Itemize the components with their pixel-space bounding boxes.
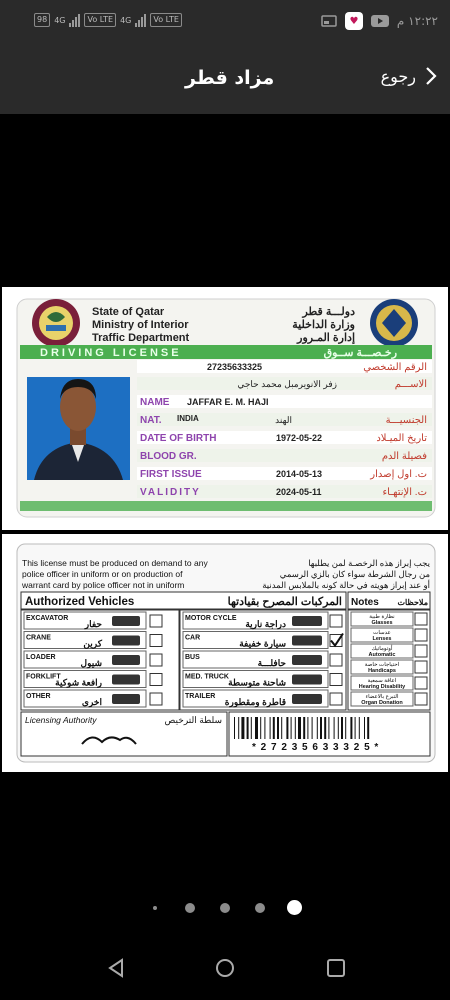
first-issue-value: 2014-05-13: [276, 469, 323, 479]
barcode-bar: [291, 717, 292, 739]
app-notification-icon: ♥: [345, 12, 363, 30]
vehicle-label-ar: حفار: [84, 619, 102, 629]
note-checkbox: [415, 629, 427, 641]
barcode-bar: [295, 717, 296, 739]
barcode-bar: [241, 717, 244, 739]
barcode-bar: [281, 717, 282, 739]
vehicle-label-en: FORKLIFT: [26, 673, 61, 681]
note-label-ar: التبرع بالاعضاء: [365, 694, 399, 700]
note-label-en: Hearing Disability: [358, 684, 406, 690]
license-front: [2, 287, 448, 530]
vehicle-label-en: TRAILER: [185, 693, 216, 700]
vehicle-checkbox: [330, 615, 342, 627]
youtube-icon: [371, 15, 389, 27]
vehicle-icon: [292, 616, 322, 626]
barcode-bar: [298, 717, 301, 739]
vehicle-checkbox: [150, 635, 162, 647]
barcode-bar: [238, 717, 239, 739]
barcode-bar: [320, 717, 322, 739]
state-ar: دولـــة قطر: [302, 306, 355, 318]
vehicle-checkbox: [330, 674, 342, 686]
note-checkbox: [415, 693, 427, 705]
notice-ar-3: أو عند إبراز هويته في حالة كونه بالملابس المدنية: [262, 580, 430, 590]
vehicle-label-ar: كرين: [83, 638, 102, 649]
vehicle-label-en: CRANE: [26, 634, 51, 642]
barcode-bar: [312, 717, 313, 739]
vehicle-label-en: EXCAVATOR: [26, 615, 69, 622]
note-checkbox: [415, 613, 427, 625]
vehicle-label-en: BUS: [185, 654, 200, 661]
gcc-emblem-icon: [370, 299, 418, 347]
recents-nav-icon[interactable]: [326, 958, 346, 978]
note-checkbox: [415, 645, 427, 657]
dob-label-ar: تاريخ الميـلاد: [376, 433, 427, 444]
vehicle-icon: [292, 636, 322, 646]
barcode-bar: [270, 717, 271, 739]
note-label-ar: اعاقة سمعية: [367, 678, 397, 684]
vehicle-checkbox: [150, 693, 162, 705]
notice-ar-1: يجب إبراز هذه الرخصـة لمن يطلبها: [308, 558, 430, 568]
signal-icon: [135, 13, 146, 27]
note-label-ar: احتياجات خاصة: [364, 662, 400, 668]
nat-value: INDIA: [177, 414, 199, 423]
vehicle-label-ar: اخرى: [81, 697, 102, 707]
holder-photo: [27, 377, 130, 480]
barcode-bar: [334, 717, 335, 739]
licensing-ar: سلطة الترخيص: [164, 715, 222, 725]
vehicle-label-en: LOADER: [26, 654, 56, 661]
note-label-en: Automatic: [368, 652, 396, 658]
barcode-bar: [260, 717, 261, 739]
vehicle-label-ar: سيارة خفيفة: [239, 638, 286, 649]
vehicle-checkbox: [150, 674, 162, 686]
status-right: [321, 12, 438, 30]
vehicle-label-ar: شيول: [80, 658, 102, 668]
barcode-bar: [255, 717, 258, 739]
blood-label: BLOOD GR.: [140, 451, 197, 462]
blood-label-ar: فصيلة الدم: [381, 451, 427, 462]
barcode-bar: [251, 717, 252, 739]
barcode-bar: [247, 717, 249, 739]
pager-dot-active[interactable]: [287, 900, 302, 915]
system-nav-bar: [0, 940, 450, 1000]
barcode-bar: [277, 717, 279, 739]
app-header: [0, 42, 450, 114]
vehicle-icon: [112, 616, 140, 626]
vehicle-label-ar: رافعة شوكية: [55, 677, 102, 688]
ministry-en: Ministry of Interior: [92, 319, 189, 331]
barcode-bar: [367, 717, 369, 739]
notice-ar-2: من رجال الشرطة سواء كان بالزي الرسمي: [279, 569, 430, 579]
vehicle-icon: [112, 694, 140, 704]
license-title-en: DRIVING LICENSE: [40, 347, 182, 359]
vehicle-icon: [112, 655, 140, 665]
network-type-1: 4G: [54, 15, 66, 25]
license-back: [2, 534, 448, 772]
battery-indicator: 98: [34, 13, 50, 27]
vehicle-label-en: MED. TRUCK: [185, 673, 229, 681]
barcode-bar: [341, 717, 343, 739]
back-label: رجوع: [380, 66, 416, 86]
personal-no-label-ar: الرقم الشخصي: [363, 362, 427, 373]
barcode-bar: [355, 717, 356, 739]
state-en: State of Qatar: [92, 306, 165, 318]
vehicle-icon: [292, 655, 322, 665]
authorized-en: Authorized Vehicles: [25, 596, 135, 608]
vehicle-label-ar: دراجة نارية: [245, 619, 286, 629]
note-label-en: Lenses: [372, 636, 392, 642]
vehicle-checkbox: [330, 693, 342, 705]
first-issue-label: FIRST ISSUE: [140, 469, 202, 480]
vehicle-checkbox: [150, 615, 162, 627]
note-label-en: Handicaps: [368, 668, 396, 674]
vehicle-label-en: CAR: [185, 634, 201, 642]
qatar-emblem-icon: [32, 299, 80, 347]
personal-no: 27235633325: [207, 362, 263, 372]
notice-en-2: police officer in uniform or on production of: [22, 569, 183, 579]
name-value: JAFFAR E. M. HAJI: [187, 397, 269, 407]
note-label-ar: أوتوماتيك: [371, 646, 393, 652]
signal-icon: [69, 13, 80, 27]
barcode-bar: [359, 717, 360, 739]
barcode-bar: [350, 717, 352, 739]
barcode-bar: [303, 717, 305, 739]
license-front-image[interactable]: [2, 287, 448, 530]
barcode-bar: [345, 717, 346, 739]
barcode-bar: [338, 717, 339, 739]
notice-en-1: This license must be produced on demand to any: [22, 558, 208, 568]
chevron-right-icon: [424, 66, 438, 86]
first-issue-label-ar: ت. اول إصدار: [370, 469, 427, 480]
dept-en: Traffic Department: [92, 332, 190, 344]
dob-value: 1972-05-22: [276, 433, 323, 443]
authorized-ar: المركبات المصرح بقيادتها: [227, 596, 342, 608]
barcode-bar: [364, 717, 365, 739]
note-label-en: Organ Donation: [361, 700, 403, 706]
barcode-bar: [234, 717, 235, 739]
pager-dot[interactable]: [185, 903, 195, 913]
note-label-ar: نظارة طبية: [369, 614, 395, 620]
ministry-ar: وزارة الداخلية: [292, 319, 355, 331]
volte-badge-1: Vo LTE: [84, 13, 116, 27]
barcode-bar: [307, 717, 308, 739]
barcode-bar: [324, 717, 326, 739]
vehicle-icon: [292, 675, 322, 685]
vehicle-label-en: OTHER: [26, 693, 51, 700]
name-ar: زفر الانويرمبل محمد حاجي: [237, 379, 337, 389]
pager-dot[interactable]: [220, 903, 230, 913]
barcode-bar: [328, 717, 329, 739]
vehicle-label-en: MOTOR CYCLE: [185, 615, 237, 622]
barcode-bar: [286, 717, 288, 739]
pager-dot[interactable]: [153, 906, 157, 910]
nat-label: NAT.: [140, 415, 162, 426]
vehicle-icon: [292, 694, 322, 704]
status-bar: [0, 0, 450, 42]
volte-badge-2: Vo LTE: [150, 13, 182, 27]
name-label-ar: الاســـم: [394, 379, 427, 390]
vehicle-icon: [112, 675, 140, 685]
home-nav-icon[interactable]: [215, 958, 235, 978]
status-left: [34, 13, 182, 27]
validity-value: 2024-05-11: [276, 487, 322, 497]
vehicle-checkbox: [330, 654, 342, 666]
barcode-bar: [317, 717, 318, 739]
name-label: NAME: [140, 397, 170, 408]
license-title-ar: رخـصـــة ســوق: [323, 347, 397, 359]
note-checkbox: [415, 677, 427, 689]
note-label-en: Glasses: [371, 620, 393, 626]
network-type-2: 4G: [120, 15, 132, 25]
dept-ar: إدارة المـرور: [297, 332, 355, 344]
barcode-bar: [273, 717, 275, 739]
back-button[interactable]: [381, 66, 438, 86]
nat-ar: الهند: [275, 415, 292, 425]
license-back-image[interactable]: [2, 534, 448, 772]
validity-label-ar: ت. الإنتهـاء: [382, 487, 427, 498]
validity-label: VALIDITY: [140, 487, 201, 498]
page-title: مزاد قطر: [185, 67, 275, 89]
barcode-bar: [264, 717, 265, 739]
notice-en-3: warrant card by police officer not in uniform: [22, 580, 185, 590]
vehicle-label-ar: شاحنة متوسطة: [228, 677, 286, 688]
screen-icon: [321, 15, 337, 27]
vehicle-label-ar: حافلـــة: [257, 658, 286, 668]
nat-label-ar: الجنسيـــة: [385, 415, 427, 426]
back-nav-icon[interactable]: [106, 958, 126, 978]
clock: ١٢:٢٢ م: [396, 14, 438, 28]
image-pager: [0, 898, 450, 918]
vehicle-label-ar: قاطرة ومقطورة: [224, 697, 286, 707]
notes-ar: ملاحظات: [397, 598, 428, 607]
note-checkbox: [415, 661, 427, 673]
vehicle-icon: [112, 636, 140, 646]
barcode-text: * 2 7 2 3 5 6 3 3 3 2 5 *: [252, 742, 380, 753]
notes-en: Notes: [351, 597, 379, 608]
dob-label: DATE OF BIRTH: [140, 433, 217, 444]
licensing-en: Licensing Authority: [25, 715, 97, 725]
note-label-ar: عدسات: [373, 630, 391, 636]
vehicle-checkbox: [150, 654, 162, 666]
pager-dot[interactable]: [255, 903, 265, 913]
